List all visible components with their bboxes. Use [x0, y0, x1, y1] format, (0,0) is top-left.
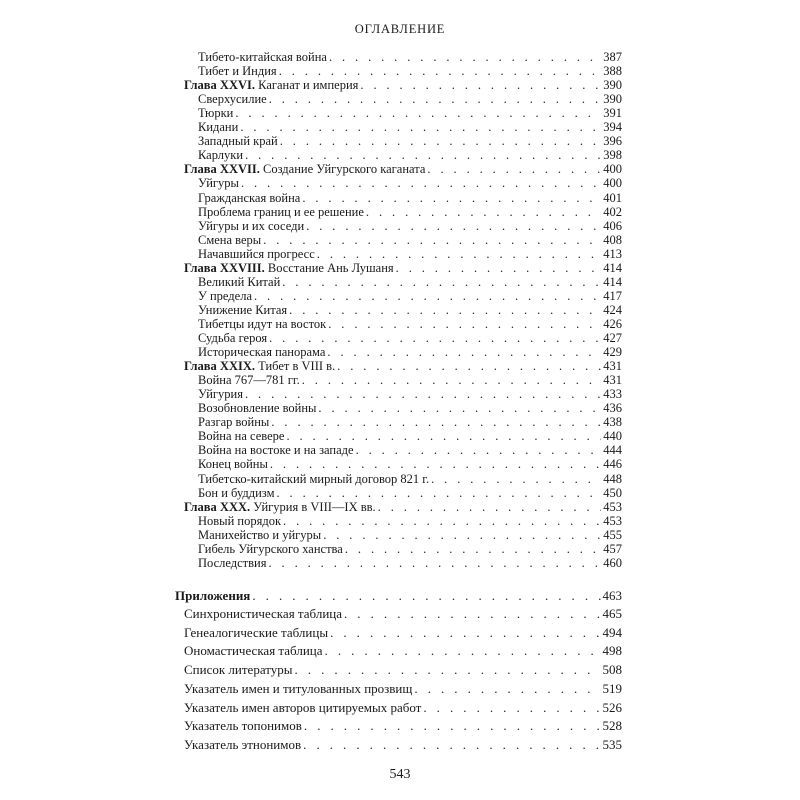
toc-appendix-entry-title: Генеалогические таблицы	[184, 624, 329, 640]
page-ref: 453	[603, 499, 622, 514]
page-ref: 394	[603, 120, 622, 135]
dot-leader	[303, 738, 600, 752]
toc-entry[interactable]	[198, 317, 622, 331]
page-ref: 438	[603, 415, 622, 430]
toc-appendix-entry-title: Ономастическая таблица	[184, 643, 323, 659]
dot-leader	[245, 148, 601, 162]
toc-entry[interactable]	[198, 106, 622, 120]
page-ref: 453	[603, 513, 622, 528]
toc-chapter[interactable]	[184, 78, 622, 92]
toc-entry-title: Судьба героя	[198, 331, 268, 345]
toc-entry-title: Конец войны	[198, 457, 268, 472]
page-ref: 431	[603, 373, 622, 388]
toc-entry-title: У предела	[198, 288, 252, 303]
dot-leader	[329, 50, 601, 64]
chapter-title: Восстание Ань Лушаня	[267, 260, 394, 275]
toc-entry-title: Начавшийся прогресс	[198, 246, 315, 261]
toc-appendix-entry[interactable]	[184, 701, 622, 715]
toc-entry[interactable]	[198, 275, 622, 289]
toc-entry[interactable]	[198, 387, 622, 401]
dot-leader	[318, 401, 601, 415]
toc-entry-title: Уйгурия	[198, 387, 243, 402]
toc-entry[interactable]	[198, 289, 622, 303]
dot-leader	[271, 415, 601, 429]
toc-chapter[interactable]	[184, 359, 622, 373]
dot-leader	[327, 345, 601, 359]
page-ref: 408	[603, 232, 622, 247]
toc-entry[interactable]	[198, 205, 622, 219]
dot-leader	[325, 644, 601, 658]
dot-leader	[427, 162, 601, 176]
dot-leader	[235, 106, 601, 120]
page-number: 543	[389, 767, 411, 782]
dot-leader	[245, 387, 601, 401]
page-ref: 400	[603, 162, 622, 177]
toc-entry-title: Гибель Уйгурского ханства	[198, 541, 343, 556]
toc-appendix-entry[interactable]	[184, 607, 622, 621]
chapter-label: Глава XXVII.	[184, 162, 260, 177]
page-ref: 535	[602, 736, 622, 752]
dot-leader	[295, 663, 601, 677]
dot-leader	[378, 500, 602, 514]
page-ref: 424	[603, 302, 622, 317]
toc-entry-title: Сверхусилие	[198, 92, 267, 107]
toc-entry[interactable]	[198, 457, 622, 471]
toc-entry-title: Карлуки	[198, 148, 244, 163]
page-ref: 390	[603, 92, 622, 107]
toc-appendix-entry-title: Указатель этнонимов	[184, 736, 302, 752]
page-ref: 429	[603, 345, 622, 360]
toc-appendix-entry-title: Синхронистическая таблица	[184, 606, 342, 621]
dot-leader	[240, 120, 601, 134]
dot-leader	[306, 219, 601, 233]
toc-entry-title: Уйгуры и их соседи	[198, 218, 305, 233]
dot-leader	[345, 542, 601, 556]
toc-appendix-entry[interactable]	[184, 738, 622, 752]
page-ref: 508	[602, 662, 622, 678]
page-ref: 406	[603, 218, 622, 233]
page-ref: 444	[603, 443, 622, 458]
chapter-title: Тибет в VIII в.	[258, 359, 336, 374]
page-ref: 402	[603, 204, 622, 219]
toc-chapter-title	[184, 500, 376, 514]
page-ref: 390	[603, 78, 622, 93]
toc-chapter-title	[184, 78, 358, 92]
toc-appendix-heading-title: Приложения	[175, 588, 251, 603]
toc-entry[interactable]	[198, 542, 622, 556]
dot-leader	[302, 373, 602, 387]
toc-entry-title: Унижение Китая	[198, 302, 288, 317]
page-ref: 528	[602, 718, 622, 734]
page-ref: 460	[603, 555, 622, 570]
toc-entry[interactable]	[198, 176, 622, 190]
chapter-label: Глава XXVI.	[184, 78, 256, 93]
page-ref: 414	[603, 260, 622, 275]
toc-entry-title: Западный край	[198, 134, 278, 149]
toc-chapter[interactable]	[184, 500, 622, 514]
toc-entry-title: Возобновление войны	[198, 401, 317, 416]
toc-entry[interactable]	[198, 303, 622, 317]
page-ref: 463	[602, 588, 622, 603]
dot-leader	[289, 303, 601, 317]
page-ref: 457	[603, 541, 622, 556]
toc-appendix-entry[interactable]	[184, 644, 622, 658]
toc-chapter[interactable]	[184, 162, 622, 176]
toc-entry-title: Война на севере	[198, 429, 285, 444]
toc-appendix-entry[interactable]	[184, 682, 622, 696]
dot-leader	[328, 317, 601, 331]
chapter-title: Каганат и империя	[258, 78, 359, 93]
dot-leader	[304, 719, 601, 733]
page-ref: 448	[603, 471, 622, 486]
dot-leader	[279, 64, 602, 78]
toc-entry-title: Тибетско-китайский мирный договор 821 г.	[198, 471, 430, 486]
dot-leader	[323, 528, 601, 542]
toc-entry-title: Гражданская война	[198, 190, 301, 205]
dot-leader	[269, 92, 602, 106]
toc-entry-title: Тибет и Индия	[198, 64, 277, 79]
toc-entry-title: Тибето-китайская война	[198, 50, 327, 64]
page-ref: 388	[603, 64, 622, 79]
toc-appendix-entry[interactable]	[184, 663, 622, 677]
dot-leader	[269, 331, 601, 345]
toc-entry[interactable]	[198, 92, 622, 106]
toc-entry-title: Последствия	[198, 555, 267, 570]
toc-entry-title: Война 767—781 гг.	[198, 373, 300, 388]
page-ref: 498	[602, 643, 622, 659]
page-ref: 426	[603, 316, 622, 331]
toc-entry[interactable]	[198, 134, 622, 148]
dot-leader	[431, 472, 601, 486]
toc-entry-title: Проблема границ и ее решение	[198, 204, 364, 219]
toc-entry-title: Кидани	[198, 120, 239, 135]
toc-entry[interactable]	[198, 401, 622, 415]
toc-appendix-heading[interactable]	[175, 589, 622, 603]
page-ref: 465	[602, 606, 622, 621]
dot-leader	[276, 486, 601, 500]
dot-leader	[366, 205, 601, 219]
toc-entry[interactable]	[198, 556, 622, 570]
toc-entry[interactable]	[198, 486, 622, 500]
page-ref: 387	[603, 50, 622, 64]
toc-chapter-title	[184, 359, 335, 373]
chapter-label: Глава XXIX.	[184, 359, 256, 374]
toc-entry[interactable]	[198, 514, 622, 528]
page-ref: 494	[602, 624, 622, 640]
toc-entry[interactable]	[198, 120, 622, 134]
toc-entry-title: Тибетцы идут на восток	[198, 316, 327, 331]
toc-entry[interactable]	[198, 472, 622, 486]
dot-leader	[337, 359, 601, 373]
dot-leader	[283, 514, 601, 528]
chapter-title: Создание Уйгурского каганата	[263, 162, 426, 177]
page-ref: 400	[603, 176, 622, 191]
toc-entry[interactable]	[198, 233, 622, 247]
dot-leader	[282, 275, 601, 289]
chapter-label: Глава XXVIII.	[184, 260, 265, 275]
toc-entry-title: Смена веры	[198, 232, 262, 247]
page-ref: 519	[602, 680, 622, 696]
chapter-title: Уйгурия в VIII—IX вв.	[253, 499, 376, 514]
toc-entry[interactable]	[198, 64, 622, 78]
toc-chapter-title	[184, 162, 425, 176]
dot-leader	[344, 607, 601, 621]
page-ref: 414	[603, 274, 622, 289]
dot-leader	[268, 556, 601, 570]
toc-entry[interactable]	[198, 148, 622, 162]
toc-chapter-title	[184, 261, 394, 275]
dot-leader	[414, 682, 600, 696]
page-ref: 396	[603, 134, 622, 149]
dot-leader	[270, 457, 601, 471]
page-ref: 413	[603, 246, 622, 261]
dot-leader	[286, 429, 601, 443]
toc-appendix-entry-title: Указатель имен авторов цитируемых работ	[184, 699, 422, 715]
dot-leader	[356, 443, 602, 457]
toc-entry[interactable]	[198, 443, 622, 457]
toc-entry-title: Великий Китай	[198, 274, 281, 289]
page-ref: 391	[603, 106, 622, 121]
page-ref: 436	[603, 401, 622, 416]
page-ref: 427	[603, 331, 622, 345]
page-ref: 433	[603, 387, 622, 402]
dot-leader	[330, 626, 600, 640]
dot-leader	[252, 589, 600, 603]
toc-appendix-entry-title: Указатель имен и титулованных прозвищ	[184, 680, 413, 696]
toc-entry[interactable]	[198, 331, 622, 345]
toc-entry-title: Война на востоке и на западе	[198, 443, 354, 458]
toc-entry-title: Разгар войны	[198, 415, 270, 430]
page-ref: 431	[603, 359, 622, 374]
page-ref: 398	[603, 148, 622, 163]
toc-entry[interactable]	[198, 345, 622, 359]
toc-appendix-entry[interactable]	[184, 719, 622, 733]
toc-entry[interactable]	[198, 191, 622, 205]
page-header: ОГЛАВЛЕНИЕ	[354, 22, 446, 36]
toc-appendix-entry-title: Указатель топонимов	[184, 718, 302, 734]
toc-appendix-entry-title: Список литературы	[184, 662, 293, 678]
page-ref: 440	[603, 429, 622, 444]
dot-leader	[263, 233, 601, 247]
toc-entry-title: Бон и буддизм	[198, 485, 275, 500]
toc-entry-title: Манихейство и уйгуры	[198, 527, 322, 542]
dot-leader	[254, 289, 601, 303]
page-ref: 417	[603, 288, 622, 303]
page-ref: 401	[603, 190, 622, 205]
page-ref: 455	[603, 527, 622, 542]
toc-entry[interactable]	[198, 528, 622, 542]
chapter-label: Глава XXX.	[184, 499, 251, 514]
page-ref: 526	[602, 699, 622, 715]
toc-entry[interactable]	[198, 219, 622, 233]
toc-chapter[interactable]	[184, 261, 622, 275]
page-ref: 446	[603, 457, 622, 472]
dot-leader	[302, 191, 601, 205]
toc-entry-title: Тюрки	[198, 106, 234, 121]
page-ref: 450	[603, 485, 622, 500]
toc-entry-title: Новый порядок	[198, 513, 282, 528]
dot-leader	[423, 701, 600, 715]
toc-entry[interactable]	[198, 429, 622, 443]
dot-leader	[241, 176, 601, 190]
toc-entry[interactable]	[198, 50, 622, 64]
toc-appendix-entry[interactable]	[184, 626, 622, 640]
dot-leader	[280, 134, 602, 148]
toc-entry-title: Уйгуры	[198, 176, 239, 191]
toc-entry[interactable]	[198, 415, 622, 429]
dot-leader	[317, 247, 601, 261]
toc-entry[interactable]	[198, 247, 622, 261]
dot-leader	[396, 261, 602, 275]
toc-entry-title: Историческая панорама	[198, 345, 326, 360]
dot-leader	[360, 78, 601, 92]
toc-entry[interactable]	[198, 373, 622, 387]
